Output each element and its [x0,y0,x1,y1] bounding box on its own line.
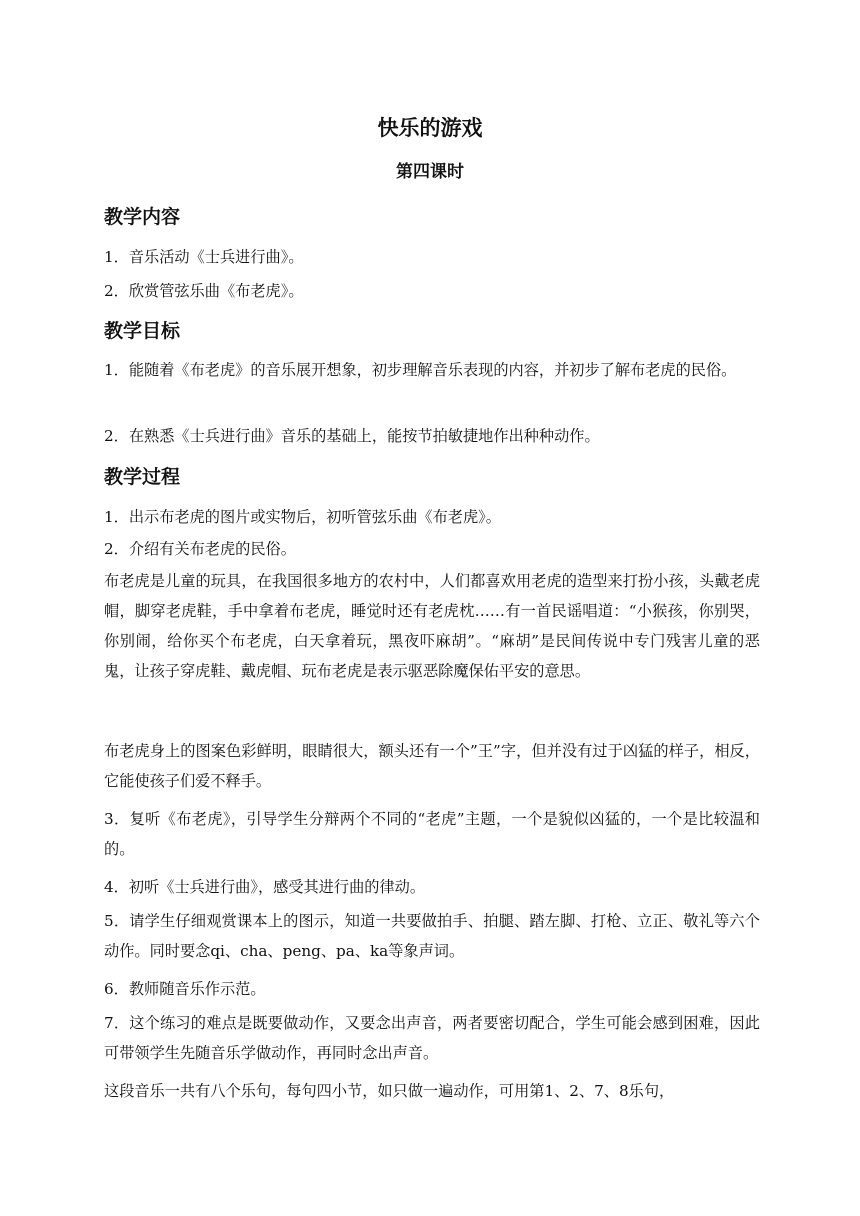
process-item-5: 5．请学生仔细观赏课本上的图示，知道一共要做拍手、拍腿、踏左脚、打枪、立正、敬礼等六个动作。同时要念qi、cha、peng、pa、ka等象声词。 [104,912,760,960]
heading-teaching-content: 教学内容 [104,206,181,228]
document-title: 快乐的游戏 [377,116,483,140]
process-paragraph-folk-custom: 布老虎是儿童的玩具，在我国很多地方的农村中，人们都喜欢用老虎的造型来打扮小孩，头戴老虎帽，脚穿老虎鞋，手中拿着布老虎，睡觉时还有老虎枕……有一首民谣唱道：“小猴孩，你别哭，你别闹，给你买个布老虎，白天拿着玩，黑夜吓麻胡”。“麻胡”是民间传说中专门残害儿童的恶鬼，让孩子穿虎鞋、戴虎帽、玩布老虎是表示驱恶除魔保佑平安的意思。 [104,572,760,680]
content-item-2: 2．欣赏管弦乐曲《布老虎》。 [104,282,304,300]
process-item-2: 2．介绍有关布老虎的民俗。 [104,540,296,558]
process-paragraph-tiger-pattern: 布老虎身上的图案色彩鲜明，眼睛很大，额头还有一个”王”字，但并没有过于凶猛的样子，相反，它能使孩子们爱不释手。 [104,742,760,790]
goal-item-1: 1．能随着《布老虎》的音乐展开想象，初步理解音乐表现的内容，并初步了解布老虎的民俗。 [104,361,737,379]
heading-teaching-goals: 教学目标 [104,320,181,342]
process-item-6: 6．教师随音乐作示范。 [104,980,266,998]
content-item-1: 1．音乐活动《士兵进行曲》。 [104,248,304,266]
goal-item-2: 2．在熟悉《士兵进行曲》音乐的基础上，能按节拍敏捷地作出种种动作。 [104,427,600,445]
process-item-3: 3．复听《布老虎》，引导学生分辩两个不同的“老虎”主题，一个是貌似凶猛的，一个是比较温和的。 [104,810,760,858]
process-item-7: 7．这个练习的难点是既要做动作，又要念出声音，两者要密切配合，学生可能会感到困难，因此可带领学生先随音乐学做动作，再同时念出声音。 [104,1014,760,1062]
process-item-1: 1．出示布老虎的图片或实物后，初听管弦乐曲《布老虎》。 [104,508,501,526]
process-item-4: 4．初听《士兵进行曲》，感受其进行曲的律动。 [104,878,426,896]
document-subtitle: 第四课时 [396,162,464,182]
process-paragraph-phrases: 这段音乐一共有八个乐句，每句四小节，如只做一遍动作，可用第1、2、7、8乐句， [104,1082,675,1100]
heading-teaching-process: 教学过程 [104,466,181,488]
